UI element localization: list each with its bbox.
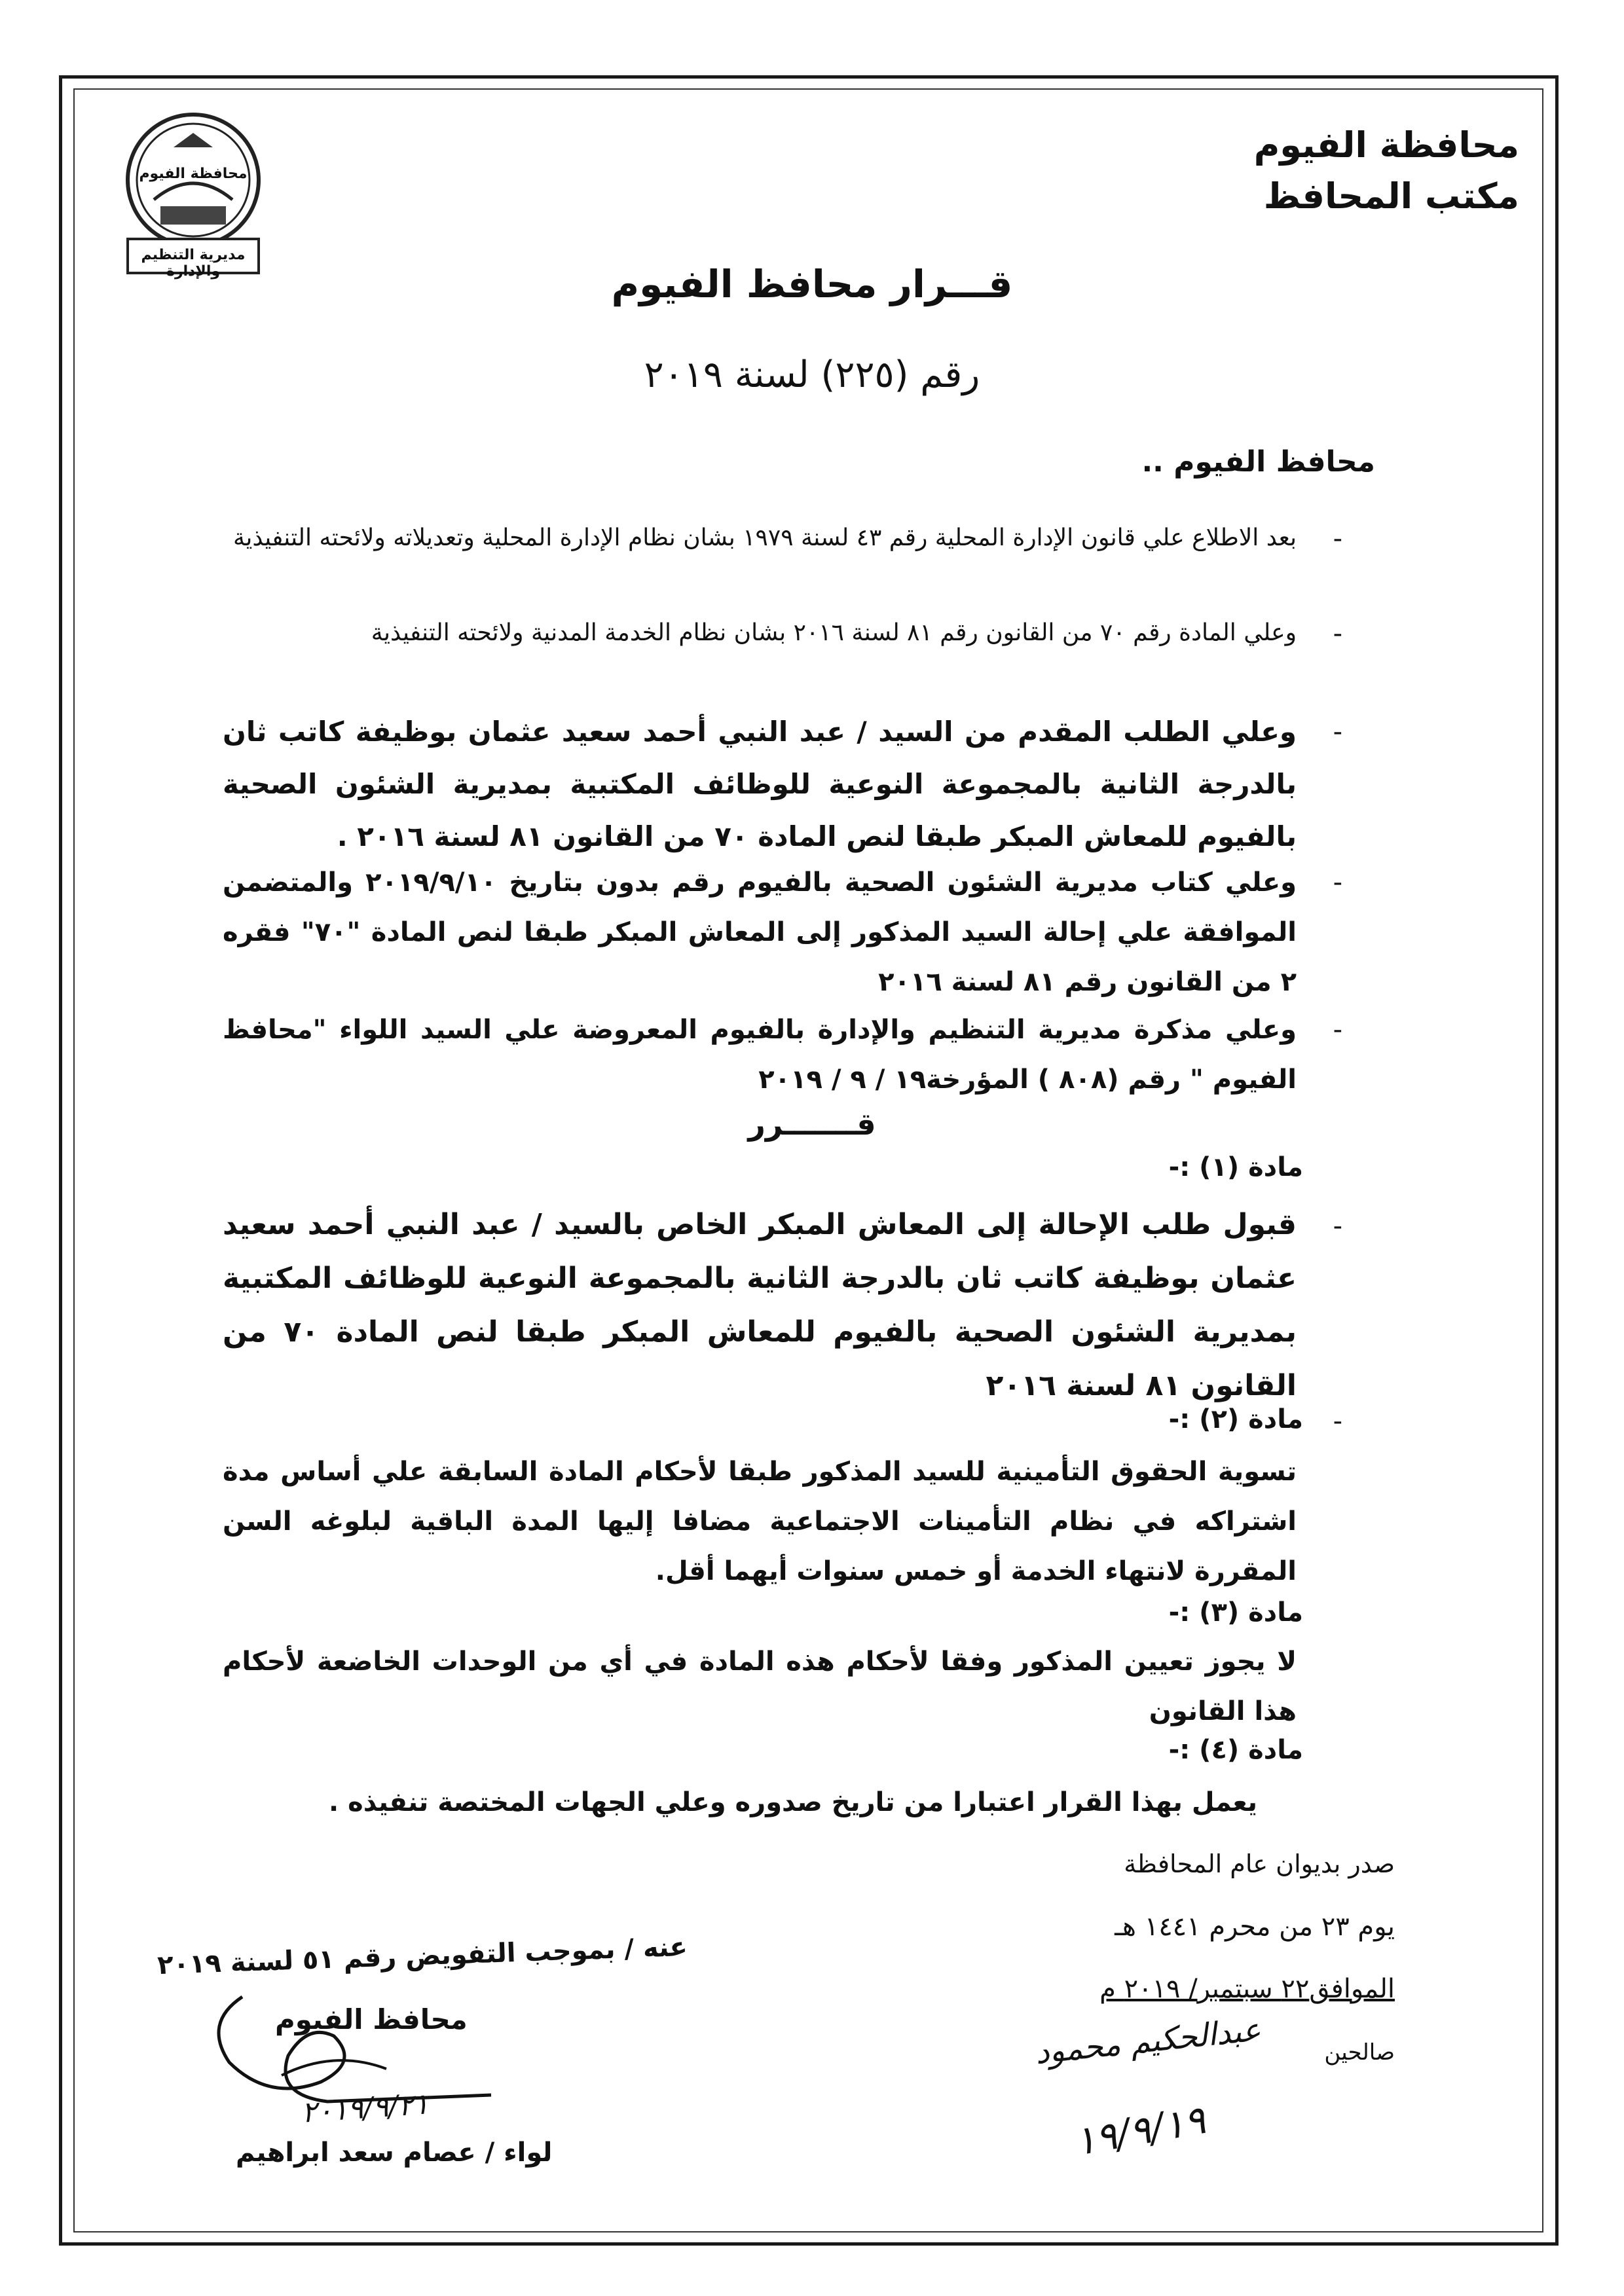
seal-caption: مديرية التنظيم والإدارة (141, 247, 246, 280)
preamble-item: وعلي مذكرة مديرية التنظيم والإدارة بالفيوم المعروضة علي السيد اللواء "محافظ الفيوم " رقم (٨٠٨ ) المؤرخة١٩ / ٩ / ٢٠١٩ (223, 1015, 1297, 1095)
page-border-inner (73, 88, 1543, 2232)
signature-delegation: عنه / بموجب التفويض رقم ٥١ لسنة ٢٠١٩ (157, 1931, 688, 1981)
preamble-item: وعلي المادة رقم ٧٠ من القانون رقم ٨١ لسنة ٢٠١٦ بشان نظام الخدمة المدنية ولائحته التنفيذية (371, 619, 1297, 646)
article-text: لا يجوز تعيين المذكور وفقا لأحكام هذه المادة في أي من الوحدات الخاضعة لأحكام هذا القانون (223, 1647, 1297, 1726)
bullet-dash: - (1333, 1015, 1342, 1045)
article-text: تسوية الحقوق التأمينية للسيد المذكور طبقا لأحكام المادة السابقة علي أساس مدة اشتراكه في نظام التأمينات الاجتماعية مضافا إليها المدة الباقية لبلوغه السن المقررة لانتهاء الخدمة أو خمس سنوات أيهما أقل. (223, 1457, 1297, 1586)
handwritten-date: ١٩/٩/١٩ (1071, 2097, 1209, 2165)
decided-heading: قـــــــرر (748, 1106, 876, 1142)
addressee: محافظ الفيوم .. (1141, 445, 1375, 479)
signature-date: ٢٠١٩/٩/٢١ (300, 2087, 430, 2130)
preamble-item: وعلي الطلب المقدم من السيد / عبد النبي أحمد سعيد عثمان بوظيفة كاتب ثان بالدرجة الثانية بالمجموعة النوعية للوظائف المكتبية بمديرية الشئون الصحية بالفيوم للمعاش المبكر طبقا لنص المادة ٧٠ من القانون ٨١ لسنة ٢٠١٦ . (223, 716, 1297, 852)
bullet-dash: - (1333, 717, 1342, 747)
bullet-dash: - (1333, 867, 1342, 898)
preamble-item: بعد الاطلاع علي قانون الإدارة المحلية رقم ٤٣ لسنة ١٩٧٩ بشان نظام الإدارة المحلية وتعديلاته ولائحته التنفيذية (233, 524, 1297, 551)
handwritten-note: عبدالحكيم محمود (1033, 2011, 1263, 2071)
decree-number: رقم (٢٢٥) لسنة ٢٠١٩ (644, 354, 980, 396)
bullet-dash: - (1333, 1211, 1342, 1241)
preamble-item: وعلي كتاب مديرية الشئون الصحية بالفيوم رقم بدون بتاريخ ٢٠١٩/٩/١٠ والمتضمن الموافقة علي إحالة السيد المذكور إلى المعاش المبكر طبقا لنص المادة "٧٠" فقره ٢ من القانون رقم ٨١ لسنة ٢٠١٦ (223, 867, 1297, 997)
issued-place: صدر بديوان عام المحافظة (1124, 1850, 1395, 1878)
bullet-dash: - (1333, 524, 1342, 554)
article-text: يعمل بهذا القرار اعتبارا من تاريخ صدوره وعلي الجهات المختصة تنفيذه . (329, 1787, 1257, 1817)
governorate-name: محافظة الفيوم (1253, 124, 1519, 166)
governorate-seal (115, 108, 272, 278)
decree-title: قـــرار محافظ الفيوم (611, 262, 1013, 306)
bullet-dash: - (1333, 619, 1342, 649)
bullet-dash: - (1333, 1406, 1342, 1436)
signature-office: محافظ الفيوم (275, 2003, 468, 2035)
article-text: قبول طلب الإحالة إلى المعاش المبكر الخاص بالسيد / عبد النبي أحمد سعيد عثمان بوظيفة كاتب ثان بالدرجة الثانية بالمجموعة النوعية للوظائف المكتبية بمديرية الشئون الصحية بالفيوم للمعاش المبكر طبقا لنص المادة ٧٠ من القانون ٨١ لسنة ٢٠١٦ (223, 1208, 1297, 1402)
office-name: مكتب المحافظ (1263, 175, 1519, 217)
clerk-initials: صالحين (1324, 2039, 1395, 2066)
signature-name: لواء / عصام سعد ابراهيم (236, 2138, 553, 2168)
article-label: مادة (٤) :- (1168, 1735, 1303, 1765)
seal-inner-text: محافظة الفيوم (139, 166, 248, 182)
article-label: مادة (٣) :- (1168, 1597, 1303, 1628)
article-label: مادة (١) :- (1168, 1152, 1303, 1182)
issued-hijri-date: يوم ٢٣ من محرم ١٤٤١ هـ (1115, 1912, 1395, 1942)
issued-gregorian-date: الموافق٢٢ سبتمبر/ ٢٠١٩ م (1099, 1974, 1395, 2004)
article-label: مادة (٢) :- (1168, 1404, 1303, 1434)
